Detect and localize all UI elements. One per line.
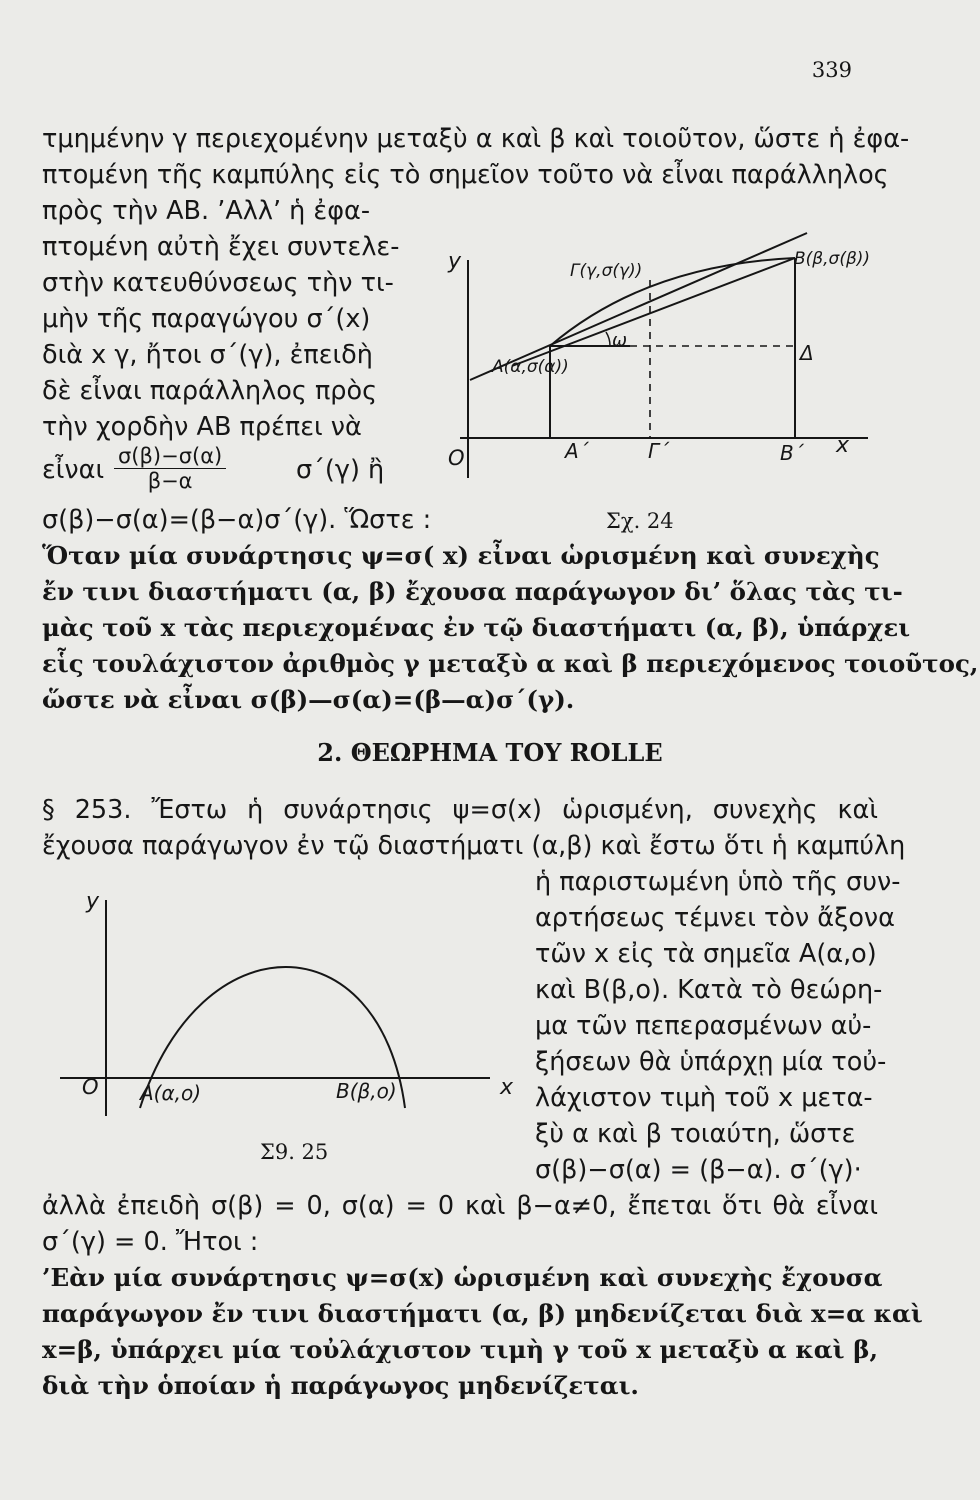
section-title: 2. ΘΕΩΡΗΜΑ ΤΟΥ ROLLE (317, 738, 663, 767)
theorem-line: ἔν τινι διαστήματι (α, β) ἔχουσα παράγωγον δι’ ὅλας τὰς τι- (42, 577, 903, 606)
figure-25-caption: Σ9. 25 (260, 1140, 329, 1164)
fig24-b-prime: Β΄ (780, 441, 804, 465)
text-line: στὴν κατευθύνσεως τὴν τι- (42, 268, 394, 298)
theorem-line: x=β, ὑπάρχει μία τοὐλάχιστον τιμὴ γ τοῦ x μεταξὺ α καὶ β, (42, 1335, 878, 1364)
fig24-x-label: x (836, 433, 850, 458)
text-line: μα τῶν πεπερασμένων αὐ- (535, 1011, 872, 1041)
figure-25 (60, 880, 530, 1120)
text-line: τῶν x εἰς τὰ σημεῖα Α(α,ο) (535, 939, 877, 969)
text-line: μὴν τῆς παραγώγου σ΄(x) (42, 304, 371, 334)
text-line: πτομένη τῆς καμπύλης εἰς τὸ σημεῖον τοῦτο νὰ εἶναι παράλληλος (42, 160, 889, 190)
text-line: σ(β)−σ(α) = (β−α). σ΄(γ)· (535, 1155, 862, 1185)
text-line: καὶ Β(β,ο). Κατὰ τὸ θεώρη- (535, 975, 883, 1005)
fig24-origin: O (448, 446, 465, 470)
text-line: τὴν χορδὴν ΑΒ πρέπει νὰ (42, 412, 362, 442)
text-line: ἔχουσα παράγωγον ἐν τῷ διαστήματι (α,β) καὶ ἔστω ὅτι ἡ καμπύλη (42, 831, 906, 861)
fig24-g-prime: Γ΄ (648, 439, 670, 463)
fig25-y-label: y (86, 889, 100, 914)
text-line: σ΄(γ) ἢ (296, 455, 385, 485)
angle-arc (606, 332, 610, 346)
chord-ab (512, 258, 795, 366)
fig25-origin: O (82, 1075, 99, 1099)
fig24-a-label: Α(α,σ(α)) (492, 357, 569, 377)
text-line: ξὺ α καὶ β τοιαύτη, ὥστε (535, 1119, 856, 1149)
text-line: ἡ παριστωμένη ὑπὸ τῆς συν- (535, 867, 901, 897)
theorem-line: ’Εὰν μία συνάρτησις ψ=σ(x) ὡρισμένη καὶ συνεχὴς ἔχουσα (42, 1263, 883, 1292)
theorem-line: Ὅταν μία συνάρτησις ψ=σ( x) εἶναι ὡρισμένη καὶ συνεχὴς (42, 541, 880, 570)
text-line: σ΄(γ) = 0. Ἤτοι : (42, 1227, 259, 1257)
fraction-numerator: σ(β)−σ(α) (114, 444, 226, 469)
fig24-gamma-label: Γ(γ,σ(γ)) (570, 261, 643, 281)
fraction-denominator: β−α (147, 469, 193, 493)
text-line: § 253. Ἔστω ἡ συνάρτησις ψ=σ(x) ὡρισμένη, συνεχὴς καὶ (42, 795, 878, 825)
text-line: πτομένη αὐτὴ ἔχει συντελε- (42, 232, 400, 262)
fig24-omega: ω (612, 330, 628, 351)
fig24-a-prime: Α΄ (565, 439, 589, 463)
text-line: δὲ εἶναι παράλληλος πρὸς (42, 376, 378, 406)
fraction (114, 444, 226, 493)
figure-24-caption: Σχ. 24 (606, 509, 674, 533)
theorem-line: διὰ τὴν ὁποίαν ἡ παράγωγος μηδενίζεται. (42, 1371, 639, 1400)
fig24-delta: Δ (800, 341, 814, 365)
fig24-b-label: Β(β,σ(β)) (794, 249, 871, 269)
fig25-x-label: x (500, 1075, 514, 1100)
text-line: ἀλλὰ ἐπειδὴ σ(β) = 0, σ(α) = 0 καὶ β−α≠0, ἔπεται ὅτι θὰ εἶναι (42, 1191, 878, 1221)
theorem-line: παράγωγον ἔν τινι διαστήματι (α, β) μηδενίζεται διὰ x=α καὶ (42, 1299, 923, 1328)
text-line: πρὸς τὴν ΑΒ. ’Αλλ’ ἡ ἐφα- (42, 196, 371, 226)
text-line: λάχιστον τιμὴ τοῦ x μετα- (535, 1083, 873, 1113)
fig25-a-label: Α(α,ο) (140, 1081, 202, 1105)
theorem-line: ὥστε νὰ εἶναι σ(β)—σ(α)=(β—α)σ΄(γ). (42, 685, 575, 714)
page-number: 339 (811, 58, 852, 82)
text-line: αρτήσεως τέμνει τὸν ἄξονα (535, 903, 895, 933)
text-line: ξήσεων θὰ ὑπάρχῃ μία τοὐ- (535, 1047, 887, 1077)
theorem-line: μὰς τοῦ x τὰς περιεχομένας ἐν τῷ διαστήματι (α, β), ὑπάρχει (42, 613, 911, 642)
theorem-line: εἷς τουλάχιστον ἀριθμὸς γ μεταξὺ α καὶ β περιεχόμενος τοιοῦτος, (42, 649, 979, 678)
text-line: τμημένην γ περιεχομένην μεταξὺ α καὶ β καὶ τοιοῦτον, ὥστε ἡ ἐφα- (42, 124, 910, 154)
text-line: διὰ x γ, ἤτοι σ΄(γ), ἐπειδὴ (42, 340, 373, 370)
fig24-y-label: y (448, 249, 462, 274)
fig25-b-label: Β(β,ο) (336, 1079, 397, 1103)
text-line: εἶναι (42, 455, 105, 485)
figure-24 (420, 230, 900, 492)
text-line: σ(β)−σ(α)=(β−α)σ΄(γ). Ὥστε : (42, 505, 432, 535)
